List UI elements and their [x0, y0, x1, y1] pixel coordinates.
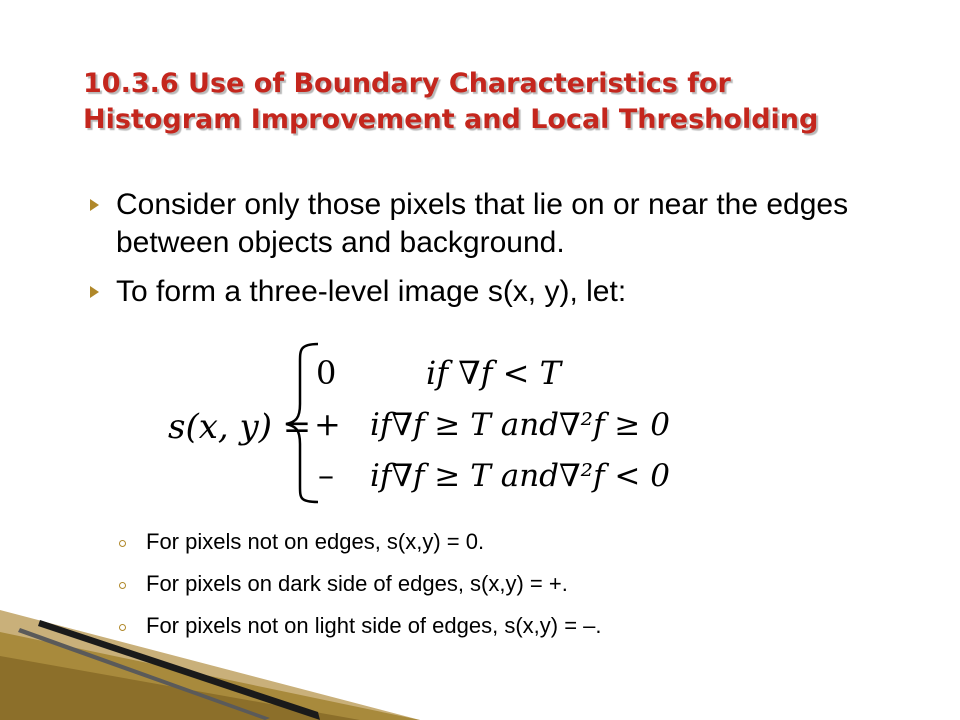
piecewise-equation	[168, 338, 708, 508]
sub-bullet-item	[112, 528, 932, 556]
slide-title	[83, 66, 903, 138]
triangle-right-icon	[90, 286, 99, 298]
slide-title-line-2: Histogram Improvement and Local Thresholding	[83, 104, 819, 135]
bullet-text: To form a three-level image s(x, y), let:	[116, 275, 627, 308]
bullet-list	[88, 186, 938, 311]
slide-title-line-1: 10.3.6 Use of Boundary Characteristics for	[83, 68, 731, 99]
triangle-right-icon	[90, 199, 99, 211]
corner-decoration	[0, 590, 420, 720]
case-condition: if ∇f < T	[426, 354, 561, 392]
case-condition: if∇f ≥ T and∇²f ≥ 0	[370, 407, 670, 443]
sub-bullet-text: For pixels on dark side of edges, s(x,y) = +.	[146, 571, 568, 596]
equation-lhs: s(x, y) =	[168, 407, 312, 447]
case-value: –	[318, 456, 334, 494]
ring-bullet-icon	[119, 582, 126, 589]
bullet-text: Consider only those pixels that lie on or near the edges between objects and background.	[116, 188, 849, 259]
case-value: 0	[316, 354, 337, 392]
sub-bullet-text: For pixels not on edges, s(x,y) = 0.	[146, 529, 485, 554]
case-condition: if∇f ≥ T and∇²f < 0	[370, 458, 670, 494]
ring-bullet-icon	[119, 540, 126, 547]
sub-bullet-text: For pixels not on light side of edges, s(x,y) = –.	[146, 613, 602, 638]
bullet-item	[88, 273, 938, 311]
case-value: +	[314, 405, 341, 443]
bullet-item	[88, 186, 938, 262]
